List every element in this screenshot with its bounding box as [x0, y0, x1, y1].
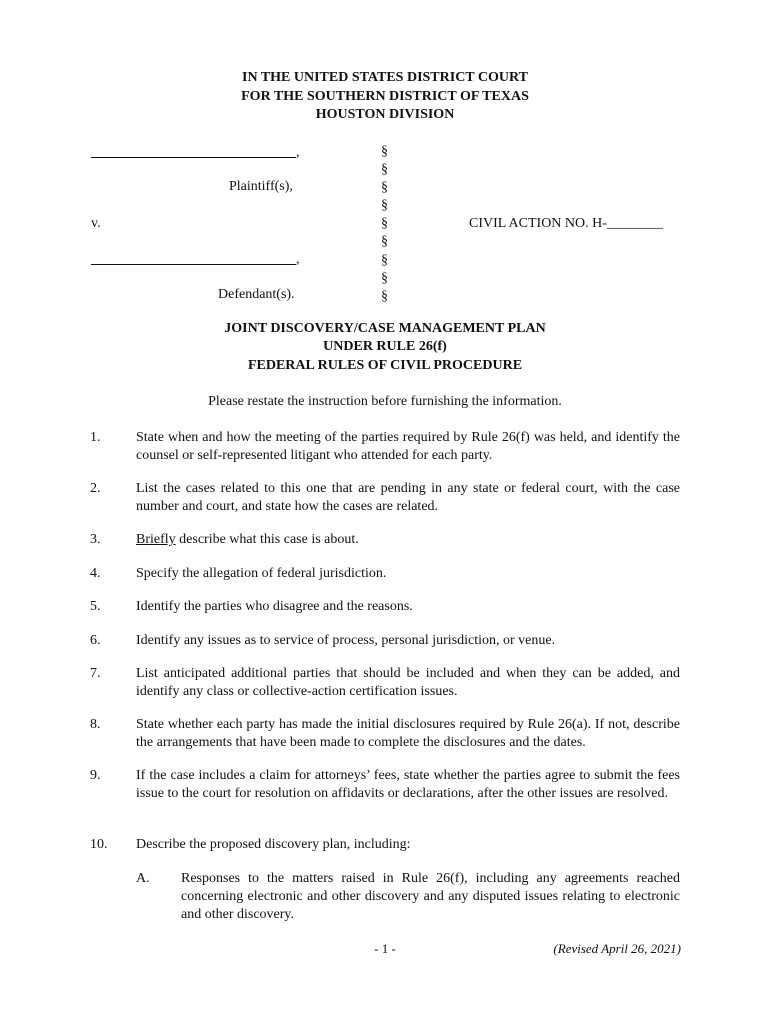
section-symbol: §: [381, 180, 388, 196]
item-text: If the case includes a claim for attorneys’ fees, state whether the parties agree to submit the fees issue to the court for resolution on affidavits or declarations, after the other issues are resolved.: [136, 768, 680, 801]
sub-item-letter: A.: [136, 871, 150, 886]
section-symbol: §: [381, 270, 388, 286]
section-symbol: §: [381, 162, 388, 178]
item-text: [136, 531, 680, 549]
plaintiff-label: Plaintiff(s),: [229, 179, 293, 194]
item-number: 7.: [90, 666, 101, 681]
defendant-label: Defendant(s).: [218, 287, 295, 302]
revision-date: (Revised April 26, 2021): [553, 941, 681, 956]
defendant-name-blank: [91, 264, 296, 265]
plaintiff-name-blank: [91, 157, 296, 158]
item-number: 10.: [90, 837, 108, 852]
item-text-underlined: Briefly: [136, 532, 176, 547]
item-text: State when and how the meeting of the parties required by Rule 26(f) was held, and identify the counsel or self-represented litigant who attended for each party.: [136, 430, 680, 463]
plan-title: [0, 320, 770, 375]
court-line-3: HOUSTON DIVISION: [315, 107, 455, 122]
case-caption: [0, 0, 770, 310]
item-text: List anticipated additional parties that should be included and when they can be added, and identify any class or collective-action certification issues.: [136, 666, 680, 699]
item-text: State whether each party has made the initial disclosures required by Rule 26(a). If not, describe the arrangements that have been made to complete the disclosures and the dates.: [136, 717, 680, 750]
item-text: Specify the allegation of federal jurisdiction.: [136, 566, 387, 581]
item-number: 4.: [90, 566, 101, 581]
sub-item-text: Responses to the matters raised in Rule 26(f), including any agreements reached concerning electronic and other discovery and any disputed issues relating to electronic and other discovery.: [181, 871, 680, 922]
page-number: - 1 -: [374, 941, 396, 956]
section-symbol: §: [381, 216, 388, 232]
item-text: List the cases related to this one that are pending in any state or federal court, with the case number and court, and state how the cases are related.: [136, 481, 680, 514]
item-text-rest: describe what this case is about.: [175, 532, 359, 547]
item-number: 3.: [90, 532, 101, 547]
item-text: Describe the proposed discovery plan, including:: [136, 837, 411, 852]
civil-action-number: CIVIL ACTION NO. H-________: [469, 216, 663, 231]
item-number: 9.: [90, 768, 101, 783]
item-number: 5.: [90, 599, 101, 614]
plan-title-line-3: FEDERAL RULES OF CIVIL PROCEDURE: [247, 357, 523, 373]
section-symbol: §: [381, 144, 388, 159]
section-symbol: §: [381, 198, 388, 214]
instruction-text: Please restate the instruction before furnishing the information.: [208, 394, 562, 409]
court-line-2: FOR THE SOUTHERN DISTRICT OF TEXAS: [241, 88, 529, 104]
section-symbol-column: [381, 143, 395, 306]
plan-title-line-1: JOINT DISCOVERY/CASE MANAGEMENT PLAN: [224, 321, 546, 336]
item-number: 2.: [90, 481, 101, 496]
defendant-comma: ,: [296, 252, 300, 267]
plan-title-line-2: UNDER RULE 26(f): [323, 339, 447, 355]
item-number: 8.: [90, 717, 101, 732]
court-line-1: IN THE UNITED STATES DISTRICT COURT: [242, 70, 528, 85]
section-symbol: §: [381, 288, 388, 304]
versus-label: v.: [91, 216, 101, 231]
section-symbol: §: [381, 252, 388, 268]
item-text: Identify the parties who disagree and the reasons.: [136, 599, 413, 614]
item-number: 1.: [90, 430, 101, 445]
section-symbol: §: [381, 234, 388, 250]
plaintiff-comma: ,: [296, 145, 300, 160]
item-text: Identify any issues as to service of process, personal jurisdiction, or venue.: [136, 633, 556, 648]
item-number: 6.: [90, 633, 101, 648]
